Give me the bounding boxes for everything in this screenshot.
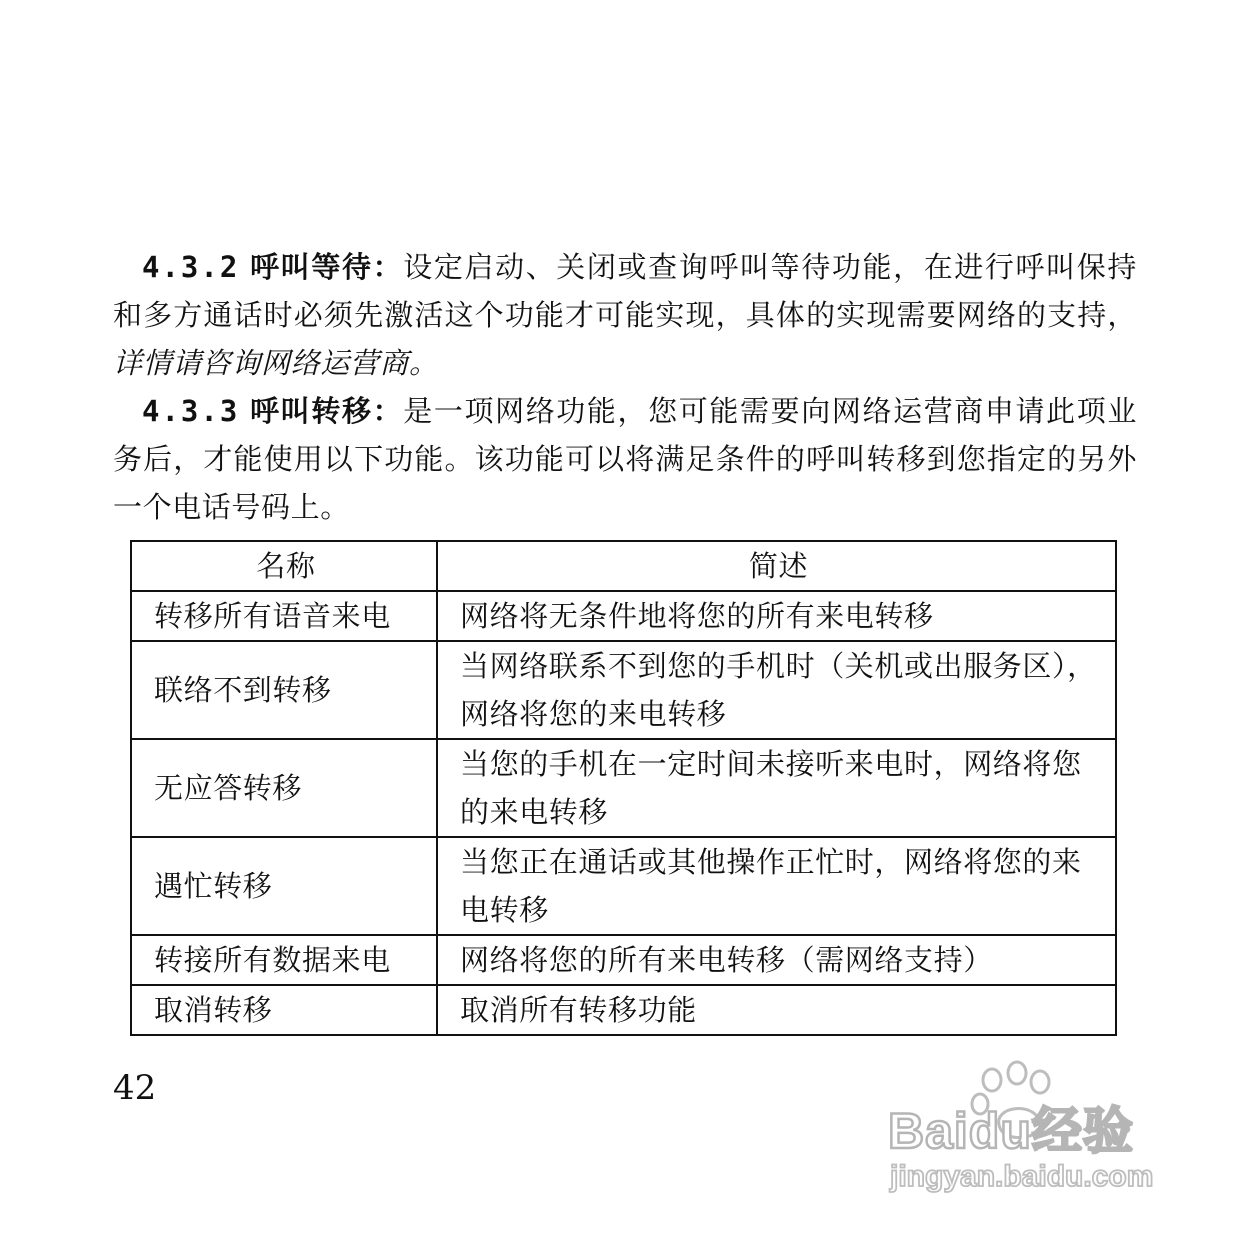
table-header-row: [131, 541, 1116, 591]
section-heading: 呼叫转移：: [250, 394, 404, 428]
column-header-name: 名称: [131, 541, 437, 591]
row-description: 网络将无条件地将您的所有来电转移: [437, 591, 1116, 641]
row-description: 当网络联系不到您的手机时（关机或出服务区），网络将您的来电转移: [437, 641, 1116, 739]
table-row: [131, 739, 1116, 837]
section-number: 4.3.3: [142, 394, 240, 428]
page-number: 42: [113, 1068, 157, 1108]
table-row: [131, 641, 1116, 739]
section-heading: 呼叫等待：: [250, 250, 404, 284]
row-name: 转接所有数据来电: [131, 935, 437, 985]
section-body: 是一项网络功能，您可能需要向网络运营商申请此项业务后，才能使用以下功能。该功能可以将满足条件的呼叫转移到您指定的另外一个电话号码上。: [113, 394, 1137, 524]
row-name: 联络不到转移: [131, 641, 437, 739]
section-body: 设定启动、关闭或查询呼叫等待功能，在进行呼叫保持和多方通话时必须先激活这个功能才可能实现，具体的实现需要网络的支持，: [113, 250, 1137, 332]
row-description: 当您的手机在一定时间未接听来电时，网络将您的来电转移: [437, 739, 1116, 837]
table-row: [131, 985, 1116, 1035]
baidu-jingyan-watermark: [880, 1060, 1180, 1200]
row-description: 当您正在通话或其他操作正忙时，网络将您的来电转移: [437, 837, 1116, 935]
section-note: 详情请咨询网络运营商。: [113, 346, 439, 380]
row-name: 转移所有语音来电: [131, 591, 437, 641]
watermark-brand: Baidu经验: [888, 1103, 1134, 1159]
forwarding-table: [130, 540, 1117, 1036]
table-row: [131, 837, 1116, 935]
row-name: 无应答转移: [131, 739, 437, 837]
row-name: 遇忙转移: [131, 837, 437, 935]
section-number: 4.3.2: [142, 250, 240, 284]
row-description: 取消所有转移功能: [437, 985, 1116, 1035]
column-header-description: 简述: [437, 541, 1116, 591]
section-call-waiting: [113, 243, 1137, 387]
section-call-forwarding: [113, 387, 1137, 531]
table-row: [131, 591, 1116, 641]
watermark-url: jingyan.baidu.com: [890, 1160, 1154, 1193]
row-name: 取消转移: [131, 985, 437, 1035]
table-row: [131, 935, 1116, 985]
row-description: 网络将您的所有来电转移（需网络支持）: [437, 935, 1116, 985]
